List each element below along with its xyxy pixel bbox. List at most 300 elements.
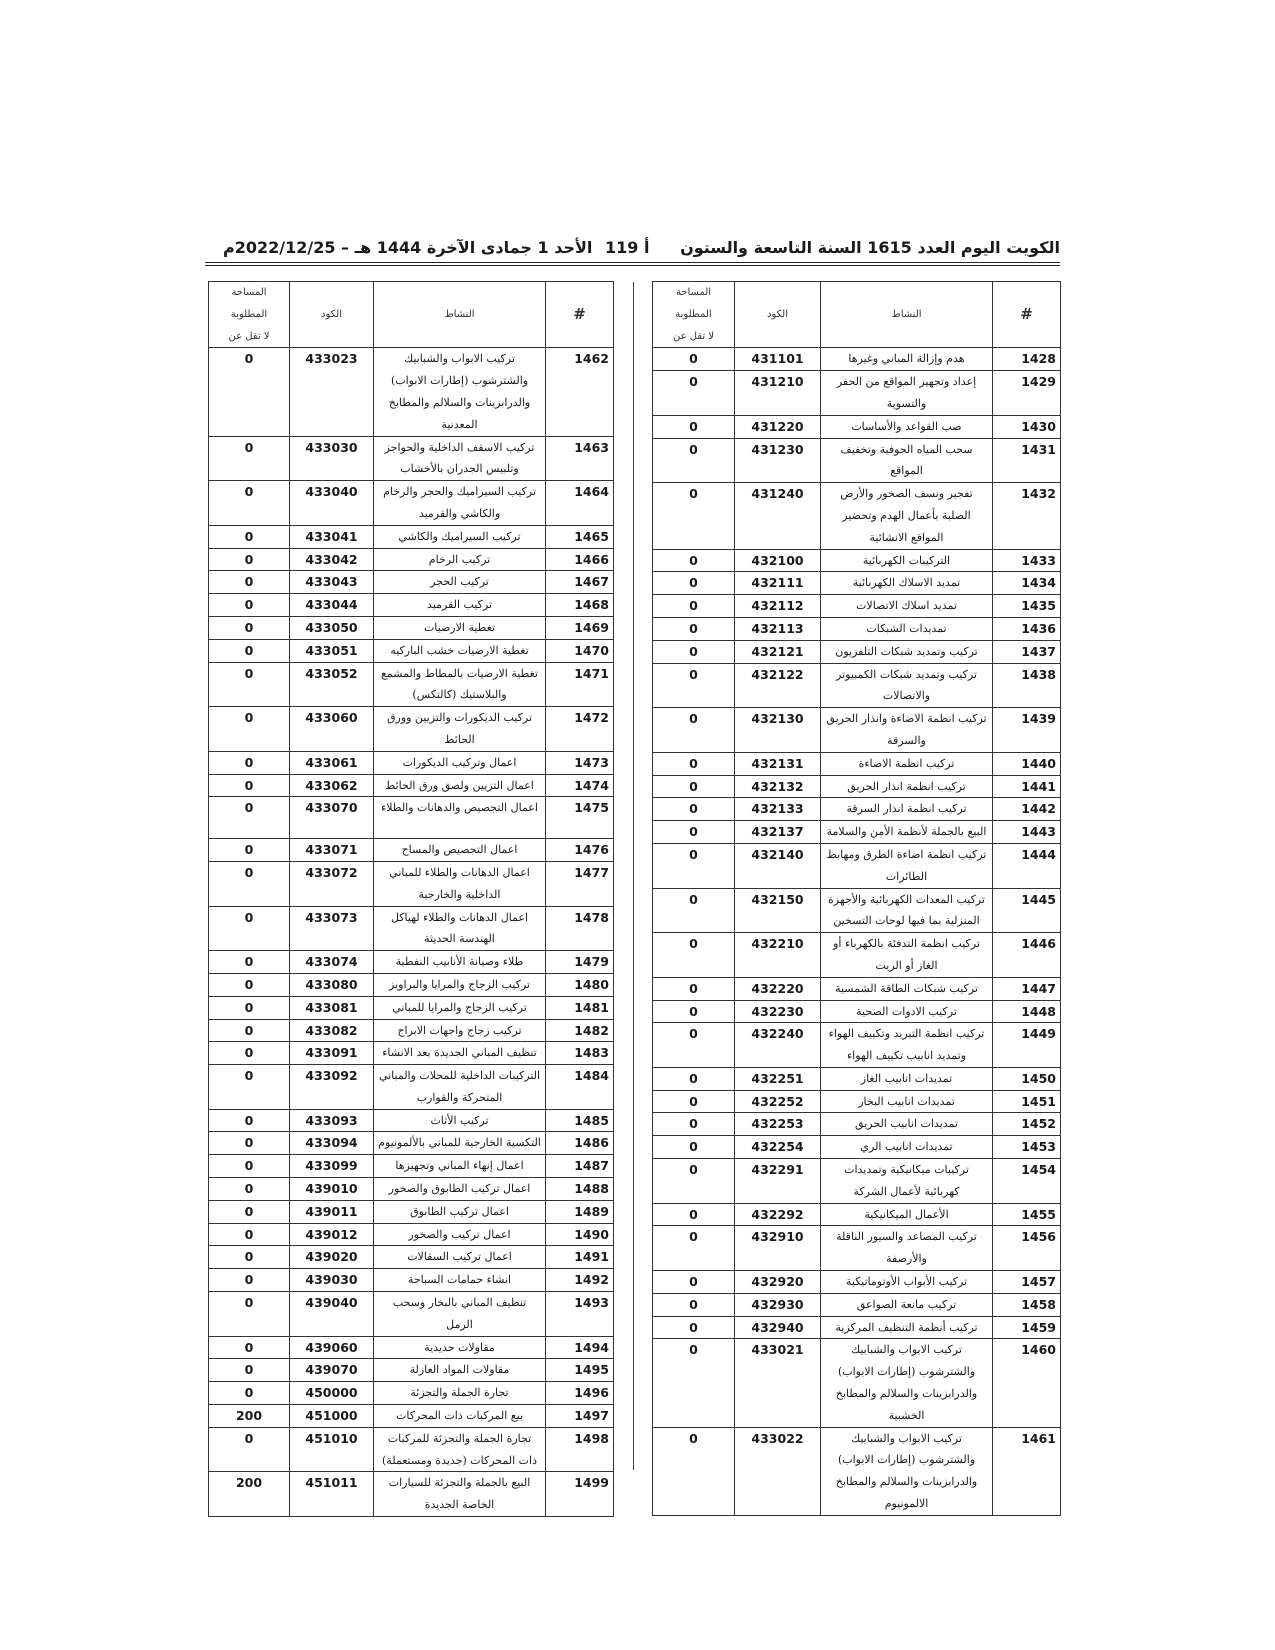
row-activity: تمديد الاسلاك الكهربائية	[821, 572, 993, 595]
row-number: 1430	[993, 415, 1061, 438]
row-area: 0	[653, 843, 735, 888]
table-row	[209, 1472, 614, 1517]
row-code: 432111	[735, 572, 821, 595]
row-number: 1435	[993, 595, 1061, 618]
row-activity: إعداد وتجهيز المواقع من الحفر والتسوية	[821, 371, 993, 416]
table-row	[209, 797, 614, 839]
row-number: 1451	[993, 1090, 1061, 1113]
table-row	[209, 616, 614, 639]
row-code: 432220	[735, 977, 821, 1000]
table-row	[653, 1159, 1061, 1204]
row-activity: تركيب الأثاث	[374, 1109, 546, 1132]
table-row	[209, 1178, 614, 1201]
row-area: 0	[209, 774, 290, 797]
row-number: 1443	[993, 821, 1061, 844]
row-activity: تركيب انظمة الاضاءة	[821, 752, 993, 775]
row-code: 439040	[290, 1292, 374, 1337]
table-row	[209, 707, 614, 752]
row-activity: تركيب الرخام	[374, 548, 546, 571]
row-area: 0	[653, 348, 735, 371]
row-activity: تركيب المصاعد والسيور الناقلة والأرصفة	[821, 1226, 993, 1271]
row-code: 432122	[735, 663, 821, 708]
row-number: 1499	[546, 1472, 614, 1517]
row-activity: اعمال إنهاء المباني وتجهيزها	[374, 1155, 546, 1178]
table-row	[209, 1065, 614, 1110]
row-activity: اعمال التجصيص والمساح	[374, 839, 546, 862]
row-area: 0	[653, 1203, 735, 1226]
row-code: 432251	[735, 1067, 821, 1090]
row-area: 0	[209, 1200, 290, 1223]
activities-table-left	[208, 281, 614, 1517]
row-code: 433093	[290, 1109, 374, 1132]
row-area: 0	[653, 1023, 735, 1068]
row-activity: التركيبات الداخلية للمحلات والمباني المتحركة والقوارب	[374, 1065, 546, 1110]
header-activity: النشاط	[374, 282, 546, 348]
row-code: 432133	[735, 798, 821, 821]
row-code: 432150	[735, 888, 821, 933]
row-number: 1454	[993, 1159, 1061, 1204]
row-area: 0	[209, 797, 290, 839]
row-code: 433062	[290, 774, 374, 797]
row-activity: مقاولات حديدية	[374, 1336, 546, 1359]
table-row	[653, 1000, 1061, 1023]
row-activity: تركيب الحجر	[374, 571, 546, 594]
row-activity: تركيب وتمديد شبكات التلفزيون	[821, 640, 993, 663]
row-area: 0	[653, 888, 735, 933]
row-number: 1495	[546, 1359, 614, 1382]
row-area: 0	[209, 1382, 290, 1405]
row-area: 0	[653, 595, 735, 618]
row-area: 0	[209, 571, 290, 594]
row-activity: انشاء حمامات السباحة	[374, 1269, 546, 1292]
row-number: 1439	[993, 708, 1061, 753]
row-activity: اعمال تركيب السقالات	[374, 1246, 546, 1269]
row-activity: اعمال تركيب الطابوق	[374, 1200, 546, 1223]
row-code: 432140	[735, 843, 821, 888]
row-number: 1462	[546, 348, 614, 436]
row-code: 433072	[290, 861, 374, 906]
row-area: 0	[653, 1271, 735, 1294]
row-code: 433080	[290, 973, 374, 996]
row-number: 1458	[993, 1293, 1061, 1316]
row-code: 433073	[290, 906, 374, 951]
header-area	[653, 282, 735, 348]
header-hash: #	[546, 282, 614, 348]
row-number: 1479	[546, 951, 614, 974]
row-area: 0	[653, 438, 735, 483]
header-hash: #	[993, 282, 1061, 348]
row-area: 0	[209, 1065, 290, 1110]
table-row	[653, 1339, 1061, 1427]
row-area: 0	[209, 548, 290, 571]
row-activity: تركيب انظمة التدفئة بالكهرباء أو الغاز أو الزيت	[821, 933, 993, 978]
table-row	[653, 640, 1061, 663]
row-number: 1472	[546, 707, 614, 752]
row-area: 0	[653, 1090, 735, 1113]
header-area	[209, 282, 290, 348]
table-row	[209, 481, 614, 526]
row-number: 1445	[993, 888, 1061, 933]
row-activity: تركيب انظمة انذار الحريق	[821, 775, 993, 798]
row-code: 433030	[290, 436, 374, 481]
row-number: 1467	[546, 571, 614, 594]
row-number: 1496	[546, 1382, 614, 1405]
row-activity: تركيب السيراميك والكاشي	[374, 525, 546, 548]
table-row	[209, 861, 614, 906]
row-code: 432131	[735, 752, 821, 775]
row-number: 1470	[546, 639, 614, 662]
row-activity: تغطية الارضيات خشب الباركيه	[374, 639, 546, 662]
row-number: 1460	[993, 1339, 1061, 1427]
table-row	[209, 1382, 614, 1405]
row-number: 1468	[546, 594, 614, 617]
table-row	[209, 594, 614, 617]
row-number: 1453	[993, 1136, 1061, 1159]
table-row	[209, 1223, 614, 1246]
row-area: 0	[653, 640, 735, 663]
row-activity: تنظيف المباني الجديدة بعد الانشاء	[374, 1042, 546, 1065]
table-row	[653, 798, 1061, 821]
row-area: 0	[209, 973, 290, 996]
row-code: 431220	[735, 415, 821, 438]
row-activity: اعمال تركيب والصخور	[374, 1223, 546, 1246]
header-area-line1: المساحة	[231, 287, 267, 298]
page-number: أ 119	[605, 238, 650, 257]
table-row	[209, 1042, 614, 1065]
row-code: 432121	[735, 640, 821, 663]
row-code: 439011	[290, 1200, 374, 1223]
row-activity: تركيب القرميد	[374, 594, 546, 617]
page-header	[205, 234, 1060, 260]
row-code: 433074	[290, 951, 374, 974]
row-code: 433099	[290, 1155, 374, 1178]
header-area-line1: المساحة	[675, 287, 712, 298]
row-area: 0	[653, 1316, 735, 1339]
row-activity: صب القواعد والأساسات	[821, 415, 993, 438]
row-area: 0	[653, 1226, 735, 1271]
table-row	[653, 1203, 1061, 1226]
row-code: 432920	[735, 1271, 821, 1294]
row-area: 0	[209, 1269, 290, 1292]
row-code: 432132	[735, 775, 821, 798]
row-number: 1441	[993, 775, 1061, 798]
gazette-issue-title: الكويت اليوم العدد 1615 السنة التاسعة والستون	[680, 238, 1060, 257]
row-code: 439020	[290, 1246, 374, 1269]
row-code: 433041	[290, 525, 374, 548]
row-area: 0	[209, 348, 290, 436]
row-activity: سحب المياه الجوفية وتخفيف المواقع	[821, 438, 993, 483]
row-activity: تركيب زجاج واجهات الابراج	[374, 1019, 546, 1042]
row-area: 0	[209, 616, 290, 639]
activities-table-right	[652, 281, 1061, 1516]
table-row	[209, 1019, 614, 1042]
table-row	[653, 1113, 1061, 1136]
row-area: 0	[209, 1359, 290, 1382]
table-row	[209, 751, 614, 774]
row-number: 1465	[546, 525, 614, 548]
row-area: 0	[209, 906, 290, 951]
row-activity: بيع المركبات ذات المحركات	[374, 1405, 546, 1428]
row-area: 0	[653, 1293, 735, 1316]
table-row	[209, 1405, 614, 1428]
row-area: 0	[653, 1339, 735, 1427]
row-activity: اعمال التزيين ولصق ورق الحائط	[374, 774, 546, 797]
row-code: 432910	[735, 1226, 821, 1271]
table-row	[653, 1090, 1061, 1113]
table-row	[653, 595, 1061, 618]
table-row	[653, 1427, 1061, 1515]
table-row	[653, 663, 1061, 708]
row-number: 1492	[546, 1269, 614, 1292]
table-row	[653, 371, 1061, 416]
row-number: 1473	[546, 751, 614, 774]
row-code: 431230	[735, 438, 821, 483]
row-code: 433040	[290, 481, 374, 526]
row-area: 0	[653, 977, 735, 1000]
row-activity: تركيب السيراميك والحجر والرخام والكاشي والقرميد	[374, 481, 546, 526]
row-code: 433070	[290, 797, 374, 839]
row-area: 0	[653, 1427, 735, 1515]
row-area: 0	[209, 662, 290, 707]
row-activity: تركيب الاسقف الداخلية والحواجز وتلبيس الجدران بالأخشاب	[374, 436, 546, 481]
table-body-left	[209, 348, 614, 1517]
table-row	[209, 951, 614, 974]
table-row	[209, 839, 614, 862]
row-activity: تركيب الأبواب الأوتوماتيكية	[821, 1271, 993, 1294]
table-row	[209, 1200, 614, 1223]
table-header-row	[653, 282, 1061, 348]
row-number: 1498	[546, 1427, 614, 1472]
row-area: 0	[209, 436, 290, 481]
header-rule-bottom	[205, 265, 1060, 266]
row-activity: تمديدات انابيب الغاز	[821, 1067, 993, 1090]
row-code: 439070	[290, 1359, 374, 1382]
row-code: 433091	[290, 1042, 374, 1065]
row-activity: التركيبات الكهربائية	[821, 549, 993, 572]
row-code: 432253	[735, 1113, 821, 1136]
table-row	[653, 1271, 1061, 1294]
row-number: 1459	[993, 1316, 1061, 1339]
row-activity: تنظيف المباني بالبخار وسحب الرمل	[374, 1292, 546, 1337]
row-number: 1431	[993, 438, 1061, 483]
row-activity: تركيب الابواب والشبابيك والشترشوب (إطارات الابواب) والدرابزينات والسلالم والمطابخ المعدنية	[374, 348, 546, 436]
table-row	[209, 348, 614, 436]
row-activity: تركيب الابواب والشبابيك والشترشوب (إطارات الابواب) والدرابزينات والسلالم والمطابخ الخشبية	[821, 1339, 993, 1427]
row-activity: مقاولات المواد العازلة	[374, 1359, 546, 1382]
table-row	[653, 752, 1061, 775]
table-row	[209, 639, 614, 662]
row-code: 432100	[735, 549, 821, 572]
row-code: 432291	[735, 1159, 821, 1204]
row-number: 1447	[993, 977, 1061, 1000]
row-activity: تمديدات الشبكات	[821, 617, 993, 640]
table-row	[653, 821, 1061, 844]
header-code: الكود	[735, 282, 821, 348]
row-code: 431101	[735, 348, 821, 371]
row-number: 1446	[993, 933, 1061, 978]
row-activity: تجارة الجملة والتجزئة للمركبات ذات المحركات (جديدة ومستعملة)	[374, 1427, 546, 1472]
row-activity: تركيب شبكات الطاقة الشمسية	[821, 977, 993, 1000]
row-activity: تركيب الابواب والشبابيك والشترشوب (إطارات الابواب) والدرابزينات والسلالم والمطابخ الالمونيوم	[821, 1427, 993, 1515]
row-code: 450000	[290, 1382, 374, 1405]
row-area: 0	[653, 663, 735, 708]
row-activity: تركيب الزجاج والمرايا والبراويز	[374, 973, 546, 996]
table-row	[653, 1136, 1061, 1159]
row-number: 1449	[993, 1023, 1061, 1068]
row-area: 0	[209, 1109, 290, 1132]
row-activity: تركيب الديكورات والتزيين وورق الحائط	[374, 707, 546, 752]
row-activity: تركيبات ميكانيكية وتمديدات كهربائية لأعمال الشركة	[821, 1159, 993, 1204]
row-code: 431240	[735, 483, 821, 549]
row-code: 433043	[290, 571, 374, 594]
row-activity: تغطية الارضيات	[374, 616, 546, 639]
row-area: 200	[209, 1405, 290, 1428]
row-code: 432254	[735, 1136, 821, 1159]
table-row	[653, 888, 1061, 933]
table-row	[209, 774, 614, 797]
row-number: 1464	[546, 481, 614, 526]
table-row	[653, 933, 1061, 978]
row-area: 0	[209, 525, 290, 548]
table-row	[209, 571, 614, 594]
row-number: 1438	[993, 663, 1061, 708]
row-code: 451000	[290, 1405, 374, 1428]
row-number: 1442	[993, 798, 1061, 821]
row-number: 1476	[546, 839, 614, 862]
table-row	[209, 1427, 614, 1472]
table-row	[209, 996, 614, 1019]
header-area-line3: لا تقل عن	[672, 330, 715, 342]
row-number: 1433	[993, 549, 1061, 572]
row-number: 1429	[993, 371, 1061, 416]
row-activity: تركيب الادوات الصحية	[821, 1000, 993, 1023]
row-activity: تركيب مانعة الصواعق	[821, 1293, 993, 1316]
row-code: 433021	[735, 1339, 821, 1427]
row-activity: طلاء وصيانة الأنابيب النفطية	[374, 951, 546, 974]
table-row	[653, 415, 1061, 438]
row-number: 1452	[993, 1113, 1061, 1136]
row-number: 1469	[546, 616, 614, 639]
table-row	[209, 525, 614, 548]
row-area: 0	[209, 1223, 290, 1246]
row-activity: تمديدات انابيب الحريق	[821, 1113, 993, 1136]
row-code: 433052	[290, 662, 374, 707]
table-row	[209, 973, 614, 996]
row-area: 0	[209, 1132, 290, 1155]
table-body-right	[653, 348, 1061, 1515]
row-number: 1440	[993, 752, 1061, 775]
row-code: 432292	[735, 1203, 821, 1226]
row-number: 1486	[546, 1132, 614, 1155]
table-row	[653, 483, 1061, 549]
table-row	[209, 1269, 614, 1292]
table-row	[653, 572, 1061, 595]
row-area: 0	[209, 751, 290, 774]
row-number: 1485	[546, 1109, 614, 1132]
header-code: الكود	[290, 282, 374, 348]
row-code: 433094	[290, 1132, 374, 1155]
row-activity: البيع بالجملة والتجزئة للسيارات الخاصة الجديدة	[374, 1472, 546, 1517]
table-row	[653, 549, 1061, 572]
row-code: 439012	[290, 1223, 374, 1246]
row-number: 1481	[546, 996, 614, 1019]
row-activity: اعمال تركيب الطابوق والصخور	[374, 1178, 546, 1201]
table-header-row	[209, 282, 614, 348]
row-activity: اعمال الدهانات والطلاء للمباني الداخلية والخارجية	[374, 861, 546, 906]
row-number: 1471	[546, 662, 614, 707]
row-code: 433071	[290, 839, 374, 862]
row-number: 1456	[993, 1226, 1061, 1271]
row-code: 433081	[290, 996, 374, 1019]
table-row	[653, 348, 1061, 371]
row-number: 1478	[546, 906, 614, 951]
row-activity: تمديد اسلاك الاتصالات	[821, 595, 993, 618]
row-code: 432137	[735, 821, 821, 844]
row-number: 1448	[993, 1000, 1061, 1023]
row-activity: تغطية الارضيات بالمطاط والمشمع والبلاستيك (كالتكس)	[374, 662, 546, 707]
row-area: 0	[209, 481, 290, 526]
row-number: 1466	[546, 548, 614, 571]
row-area: 0	[653, 1136, 735, 1159]
row-activity: تركيب انظمة التبريد وتكييف الهواء وتمديد انابيب تكييف الهواء	[821, 1023, 993, 1068]
row-code: 439010	[290, 1178, 374, 1201]
row-area: 0	[209, 1155, 290, 1178]
table-row	[209, 906, 614, 951]
header-area-line2: المطلوبة	[230, 308, 268, 320]
row-number: 1444	[993, 843, 1061, 888]
row-area: 0	[653, 1159, 735, 1204]
row-code: 433092	[290, 1065, 374, 1110]
row-area: 0	[209, 861, 290, 906]
row-code: 433050	[290, 616, 374, 639]
row-code: 433023	[290, 348, 374, 436]
row-area: 0	[653, 415, 735, 438]
row-code: 451011	[290, 1472, 374, 1517]
header-rule-top	[205, 262, 1060, 263]
row-activity: الأعمال الميكانيكية	[821, 1203, 993, 1226]
header-area-line2: المطلوبة	[675, 308, 712, 320]
row-activity: تركيب انظمة الاضاءة وانذار الحريق والسرقة	[821, 708, 993, 753]
row-code: 451010	[290, 1427, 374, 1472]
row-activity: تركيب انظمة اضاءة الطرق ومهابط الطائرات	[821, 843, 993, 888]
row-number: 1450	[993, 1067, 1061, 1090]
table-row	[653, 775, 1061, 798]
row-number: 1461	[993, 1427, 1061, 1515]
row-code: 432130	[735, 708, 821, 753]
row-number: 1437	[993, 640, 1061, 663]
row-number: 1455	[993, 1203, 1061, 1226]
row-activity: اعمال وتركيب الديكورات	[374, 751, 546, 774]
row-area: 0	[653, 821, 735, 844]
row-area: 0	[653, 572, 735, 595]
row-number: 1497	[546, 1405, 614, 1428]
row-activity: تجارة الجملة والتجزئة	[374, 1382, 546, 1405]
row-area: 0	[653, 549, 735, 572]
row-activity: اعمال الدهانات والطلاء لهياكل الهندسة الحديثة	[374, 906, 546, 951]
row-area: 0	[209, 1042, 290, 1065]
row-code: 432113	[735, 617, 821, 640]
row-area: 0	[209, 1178, 290, 1201]
row-area: 0	[209, 951, 290, 974]
row-number: 1477	[546, 861, 614, 906]
row-activity: البيع بالجملة لأنظمة الأمن والسلامة	[821, 821, 993, 844]
row-area: 0	[653, 933, 735, 978]
row-activity: تركيب وتمديد شبكات الكمبيوتر والاتصالات	[821, 663, 993, 708]
table-row	[653, 1293, 1061, 1316]
row-area: 200	[209, 1472, 290, 1517]
row-activity: التكسية الخارجية للمباني بالألمونيوم	[374, 1132, 546, 1155]
table-row	[653, 843, 1061, 888]
